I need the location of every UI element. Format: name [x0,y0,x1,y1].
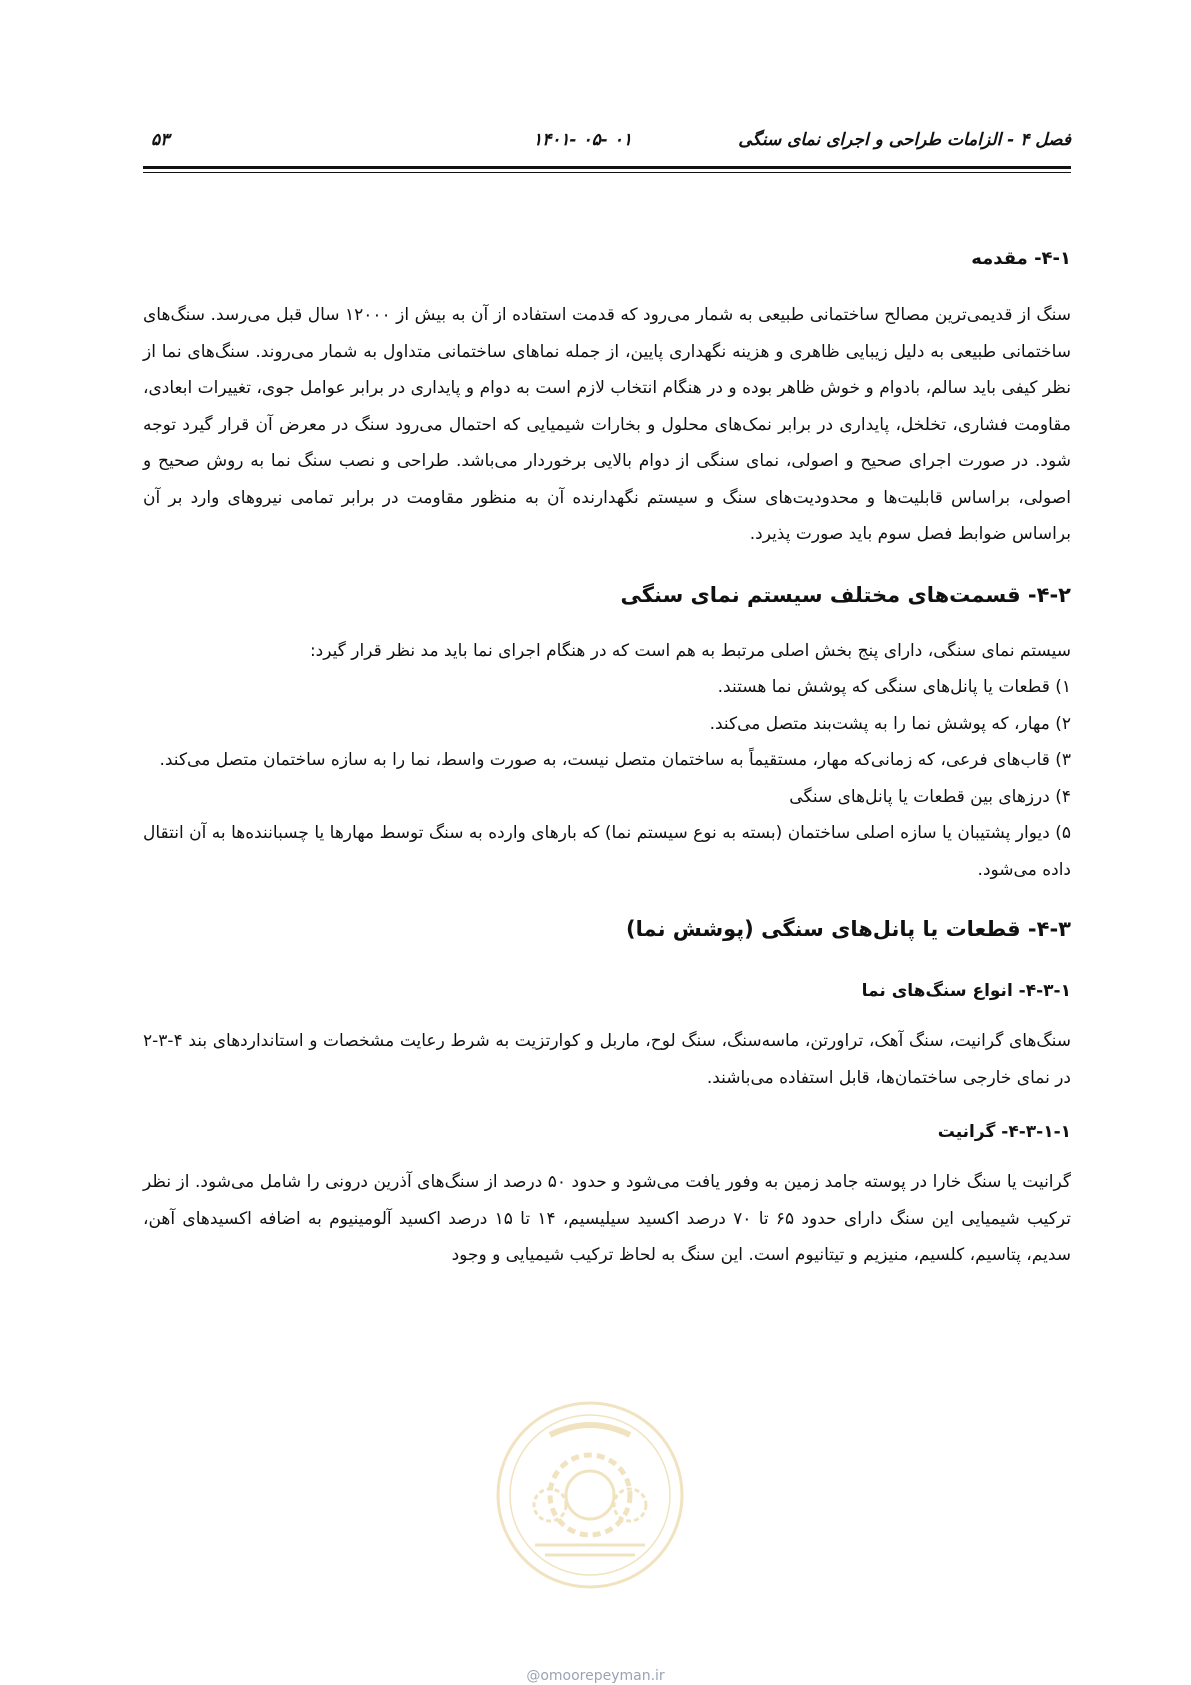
paragraph-system-intro: سیستم نمای سنگی، دارای پنج بخش اصلی مرتبط به هم است که در هنگام اجرای نما باید مد نظر قرار گیرد: [309,640,1071,661]
list-item: ۲) مهار، که پوشش نما را به پشت‌بند متصل می‌کند. [709,713,1071,734]
paragraph-granite: گرانیت یا سنگ خارا در پوسته جامد زمین به وفور یافت می‌شود و حدود ۵۰ درصد از سنگ‌های آذرین درونی را شامل می‌شود. از نظر ترکیب شیمیایی این سنگ دارای حدود ۶۵ تا ۷۰ درصد اکسید سیلیسیم، ۱۴ تا ۱۵ درصد اکسید آلومینیوم به اضافه اکسیدهای آهن، سدیم، پتاسیم، کلسیم، منیزیم و تیتانیوم است. این سنگ به لحاظ ترکیب شیمیایی و وجود [143,1172,1071,1265]
seal-watermark-icon [490,1395,690,1595]
page-header [143,128,1071,158]
header-rule-thin [143,172,1071,173]
list-item: ۳) قاب‌های فرعی، که زمانی‌که مهار، مستقیماً به ساختمان متصل نیست، به صورت واسط، نما را به سازه ساختمان متصل می‌کند. [159,750,1071,770]
list-item: ۱) قطعات یا پانل‌های سنگی که پوشش نما هستند. [717,677,1071,697]
section-heading-introduction: ۴-۱- مقدمه [971,248,1071,269]
chapter-title: فصل ۴ - الزامات طراحی و اجرای نمای سنگی [738,130,1071,150]
section-heading-stone-panels: ۴-۳- قطعات یا پانل‌های سنگی (پوشش نما) [626,917,1071,941]
section-heading-system-parts: ۴-۲- قسمت‌های مختلف سیستم نمای سنگی [620,582,1071,607]
watermark-site: @omoorepeyman.ir [526,1668,665,1684]
paragraph-introduction: سنگ از قدیمی‌ترین مصالح ساختمانی طبیعی به شمار می‌رود که قدمت استفاده از آن به بیش از ۱۲۰۰۰ سال قبل می‌رسد. سنگ‌های ساختمانی طبیعی به دلیل زیبایی ظاهری و هزینه نگهداری پایین، از جمله نماهای ساختمانی متداول به شمار می‌روند. سنگ‌های نما از نظر کیفی باید سالم، بادوام و خوش ظاهر بوده و در هنگام انتخاب لازم است به دوام و پایداری در برابر عوامل جوی، تغییرات ابعادی، مقاومت فشاری، تخلخل، پایداری در برابر نمک‌های محلول و بخارات شیمیایی که احتمال می‌رود سنگ در معرض آن قرار گیرد توجه شود. در صورت اجرای صحیح و اصولی، نمای سنگی از دوام بالایی برخوردار می‌باشد. طراحی و نصب سنگ نما به روش صحیح و اصولی، براساس قابلیت‌ها و محدودیت‌های سنگ و سیستم نگهدارنده آن به منظور مقاومت در برابر تمامی نیروهای وارد بر آن براساس ضوابط فصل سوم باید صورت پذیرد. [143,305,1072,544]
page-number: ۵۳ [151,130,170,150]
list-item: ۵) دیوار پشتیبان یا سازه اصلی ساختمان (بسته به نوع سیستم نما) که بارهای وارده به سنگ توسط مهارها یا چسباننده‌ها به آن انتقال داده می‌شود. [143,823,1071,880]
section-heading-stone-types: ۴-۳-۱- انواع سنگ‌های نما [861,981,1071,1001]
section-heading-granite: ۴-۳-۱-۱- گرانیت [937,1122,1071,1142]
header-date: ۰۱ -۰۵ -۱۴۰۱ [533,130,633,150]
page-body [143,248,1071,1274]
paragraph-stone-types: سنگ‌های گرانیت، سنگ آهک، تراورتن، ماسه‌سنگ، سنگ لوح، ماربل و کوارتزیت به شرط رعایت مشخصات و استانداردهای بند ۴-۳-۲ در نمای خارجی ساختمان‌ها، قابل استفاده می‌باشند. [143,1031,1071,1088]
header-rule-thick [143,166,1071,169]
list-item: ۴) درزهای بین قطعات یا پانل‌های سنگی [789,786,1071,807]
